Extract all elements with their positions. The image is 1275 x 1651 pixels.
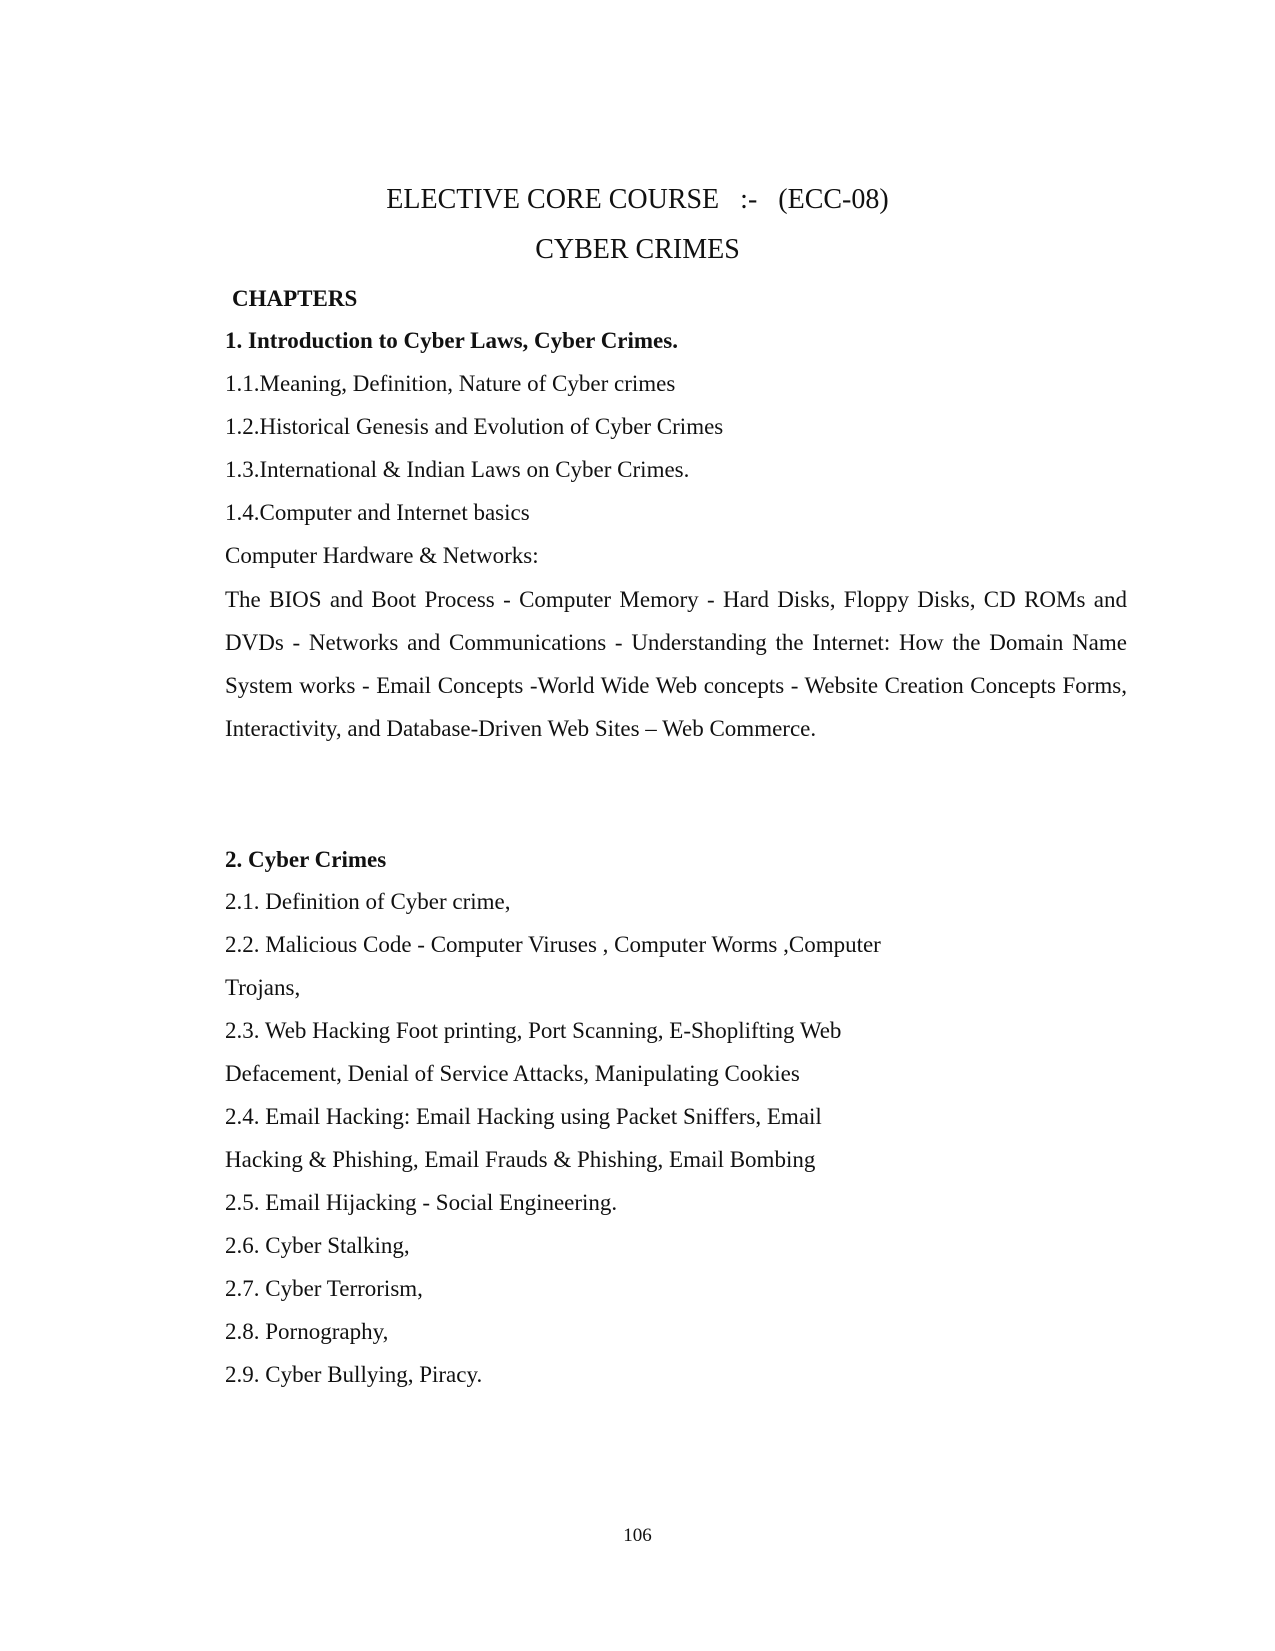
subject-title: CYBER CRIMES bbox=[535, 234, 740, 265]
chapter-2-line: Trojans, bbox=[225, 975, 301, 1000]
chapter-2-line: Defacement, Denial of Service Attacks, Manipulating Cookies bbox=[225, 1061, 800, 1086]
chapter-2-line: 2.5. Email Hijacking - Social Engineering. bbox=[225, 1190, 618, 1215]
chapter-2-line: 2.3. Web Hacking Foot printing, Port Scanning, E-Shoplifting Web bbox=[225, 1018, 842, 1043]
chapters-heading: CHAPTERS bbox=[232, 286, 358, 311]
chapter-1-item: 1.2.Historical Genesis and Evolution of Cyber Crimes bbox=[225, 414, 724, 439]
chapter-1-paragraph: The BIOS and Boot Process - Computer Memory - Hard Disks, Floppy Disks, CD ROMs and DVDs - Networks and Communications - Understanding the Internet: How the Domain Name System works - Email Concepts -World Wide Web concepts - Website Creation Concepts Forms, Interactivity, and Database-Driven Web Sites – Web Commerce. bbox=[225, 587, 1127, 741]
course-title: ELECTIVE CORE COURSE :- (ECC-08) bbox=[386, 184, 889, 215]
chapter-1-subheading: Computer Hardware & Networks: bbox=[225, 543, 539, 568]
chapter-2-line: 2.6. Cyber Stalking, bbox=[225, 1233, 410, 1258]
chapter-2-line: 2.9. Cyber Bullying, Piracy. bbox=[225, 1362, 483, 1387]
chapter-2-line: 2.4. Email Hacking: Email Hacking using Packet Sniffers, Email bbox=[225, 1104, 822, 1129]
chapter-2-line: 2.8. Pornography, bbox=[225, 1319, 389, 1344]
chapter-1-title: 1. Introduction to Cyber Laws, Cyber Crimes. bbox=[225, 328, 678, 353]
chapter-2-line: 2.7. Cyber Terrorism, bbox=[225, 1276, 423, 1301]
chapter-1-item: 1.4.Computer and Internet basics bbox=[225, 500, 530, 525]
chapter-1-item: 1.3.International & Indian Laws on Cyber Crimes. bbox=[225, 457, 690, 482]
chapter-1-item: 1.1.Meaning, Definition, Nature of Cyber crimes bbox=[225, 371, 676, 396]
page-number: 106 bbox=[623, 1525, 652, 1546]
chapter-2-line: Hacking & Phishing, Email Frauds & Phishing, Email Bombing bbox=[225, 1147, 816, 1172]
chapter-2-line: 2.2. Malicious Code - Computer Viruses , Computer Worms ,Computer bbox=[225, 932, 881, 957]
chapter-2-title: 2. Cyber Crimes bbox=[225, 847, 387, 872]
chapter-2-line: 2.1. Definition of Cyber crime, bbox=[225, 889, 511, 914]
